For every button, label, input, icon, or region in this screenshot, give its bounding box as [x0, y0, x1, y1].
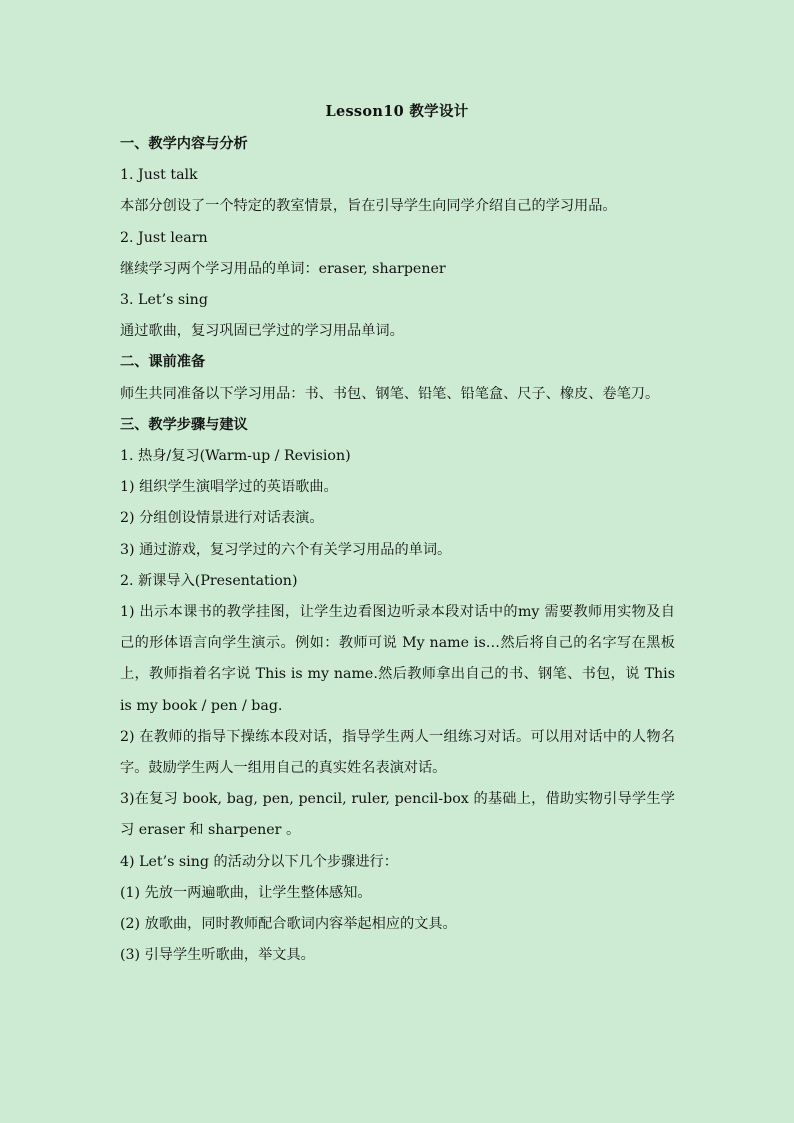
paragraph: (2) 放歌曲，同时教师配合歌词内容举起相应的文具。: [120, 916, 457, 933]
paragraph: (3) 引导学生听歌曲，举文具。: [120, 947, 315, 964]
paragraph: 4) Let’s sing 的活动分以下几个步骤进行：: [120, 853, 398, 870]
paragraph: 通过歌曲，复习巩固已学过的学习用品单词。: [120, 323, 404, 340]
document-title: Lesson10 教学设计: [325, 103, 469, 120]
paragraph: 3)在复习 book, bag, pen, pencil, ruler, pencil-box 的基础上，借助实物引导学生学习 eraser 和 sharpener 。: [120, 791, 675, 839]
paragraph: 2) 分组创设情景进行对话表演。: [120, 510, 324, 527]
document-body: [120, 129, 675, 971]
paragraph: 本部分创设了一个特定的教室情景，旨在引导学生向同学介绍自己的学习用品。: [120, 198, 617, 215]
paragraph: 1) 出示本课书的教学挂图，让学生边看图边听录本段对话中的my 需要教师用实物及自己的形体语言向学生演示。例如：教师可说 My name is…然后将自己的名字写在黑板上，教师指着名字说 This is my name.然后教师拿出自己的书、钢笔、书包，说 This is my book / pen / bag.: [120, 604, 675, 714]
paragraph: 3. Let’s sing: [120, 292, 208, 309]
paragraph: 1. Just talk: [120, 167, 198, 184]
paragraph: (1) 先放一两遍歌曲，让学生整体感知。: [120, 884, 372, 901]
paragraph: 2) 在教师的指导下操练本段对话，指导学生两人一组练习对话。可以用对话中的人物名字。鼓励学生两人一组用自己的真实姓名表演对话。: [120, 728, 675, 777]
paragraph: 2. 新课导入(Presentation): [120, 572, 298, 589]
paragraph: 3) 通过游戏，复习学过的六个有关学习用品的单词。: [120, 541, 452, 558]
paragraph: 1. 热身/复习(Warm-up / Revision): [120, 448, 351, 465]
section-heading: 一、教学内容与分析: [120, 136, 248, 152]
section-heading: 三、教学步骤与建议: [120, 416, 248, 433]
paragraph: 继续学习两个学习用品的单词：eraser, sharpener: [120, 260, 446, 277]
paragraph: 1) 组织学生演唱学过的英语歌曲。: [120, 479, 338, 496]
paragraph: 师生共同准备以下学习用品：书、书包、钢笔、铅笔、铅笔盒、尺子、橡皮、卷笔刀。: [120, 385, 660, 402]
paragraph: 2. Just learn: [120, 229, 208, 246]
section-heading: 二、课前准备: [120, 354, 206, 371]
